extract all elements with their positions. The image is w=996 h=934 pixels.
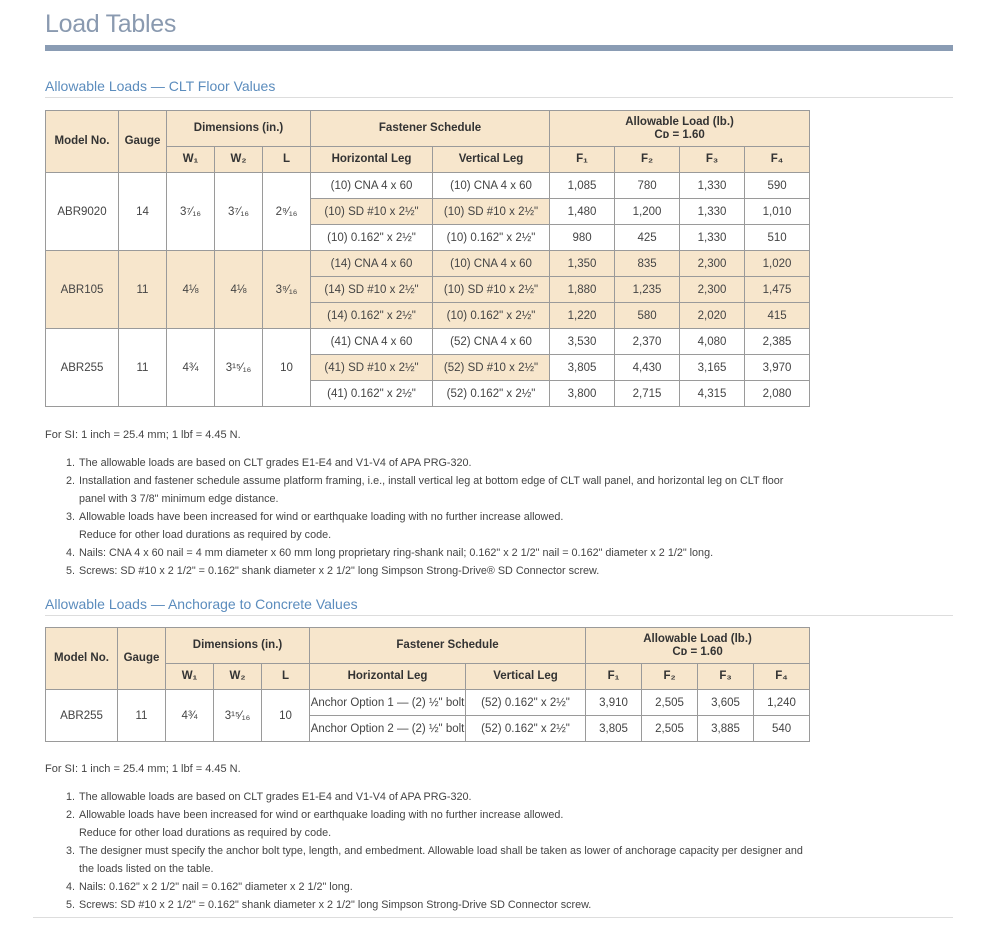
vertical-leg-cell: (10) 0.162" x 2½": [433, 303, 550, 329]
horizontal-leg-cell: (41) 0.162" x 2½": [311, 381, 433, 407]
horizontal-leg-cell: (14) SD #10 x 2½": [311, 277, 433, 303]
footnote-text: Allowable loads have been increased for wind or earthquake loading with no further increase allowed.: [79, 511, 564, 523]
vertical-leg-cell: (52) CNA 4 x 60: [433, 329, 550, 355]
title-underline: [45, 45, 953, 51]
horizontal-leg-cell: (14) 0.162" x 2½": [311, 303, 433, 329]
w1-cell: 3⁷⁄₁₆: [167, 173, 215, 251]
f3-cell: 1,330: [680, 199, 745, 225]
header-f4: F₄: [745, 147, 810, 173]
footnotes-anchorage: [66, 788, 849, 914]
model-cell: ABR255: [46, 329, 119, 407]
f4-cell: 510: [745, 225, 810, 251]
f4-cell: 2,385: [745, 329, 810, 355]
header-model: Model No.: [46, 111, 119, 173]
f2-cell: 1,200: [615, 199, 680, 225]
bottom-divider: [33, 917, 953, 918]
section-title-clt-floor: Allowable Loads — CLT Floor Values: [45, 78, 276, 94]
model-cell: ABR9020: [46, 173, 119, 251]
footnote-item: [66, 788, 849, 806]
f1-cell: 1,480: [550, 199, 615, 225]
horizontal-leg-cell: Anchor Option 2 — (2) ½" bolt: [310, 716, 466, 742]
table-row: [46, 173, 810, 199]
footnote-text: Reduce for other load durations as required by code.: [79, 529, 332, 541]
footnote-text: panel with 3 7/8" minimum edge distance.: [79, 493, 279, 505]
footnote-number: 3.: [66, 511, 76, 523]
f3-cell: 2,020: [680, 303, 745, 329]
footnotes-clt-floor: [66, 454, 849, 580]
footnote-number: 1.: [66, 791, 76, 803]
vertical-leg-cell: (10) CNA 4 x 60: [433, 173, 550, 199]
f4-cell: 540: [754, 716, 810, 742]
f3-cell: 3,165: [680, 355, 745, 381]
header-w2: W₂: [215, 147, 263, 173]
header-f3: F₃: [680, 147, 745, 173]
si-label: For SI:: [45, 429, 79, 441]
si-conversion-note: [45, 763, 241, 775]
f2-cell: 580: [615, 303, 680, 329]
footnote-number: 1.: [66, 457, 76, 469]
footnote-text: Reduce for other load durations as required by code.: [79, 827, 332, 839]
horizontal-leg-cell: (10) CNA 4 x 60: [311, 173, 433, 199]
f3-cell: 2,300: [680, 251, 745, 277]
l-cell: 10: [262, 690, 310, 742]
gauge-cell: 11: [119, 251, 167, 329]
page-title: Load Tables: [45, 10, 177, 38]
f4-cell: 590: [745, 173, 810, 199]
f1-cell: 3,800: [550, 381, 615, 407]
footnote-item: [66, 806, 849, 842]
w2-cell: 3¹⁵⁄₁₆: [214, 690, 262, 742]
table-row: [46, 251, 810, 277]
f2-cell: 4,430: [615, 355, 680, 381]
section-title-anchorage: Allowable Loads — Anchorage to Concrete Values: [45, 596, 358, 612]
si-conversion-note: [45, 429, 241, 441]
footnote-text: Allowable loads have been increased for wind or earthquake loading with no further increase allowed.: [79, 809, 564, 821]
f3-cell: 2,300: [680, 277, 745, 303]
footnote-text: Nails: 0.162" x 2 1/2" nail = 0.162" diameter x 2 1/2" long.: [79, 881, 353, 893]
f1-cell: 3,805: [550, 355, 615, 381]
w1-cell: 4¾: [167, 329, 215, 407]
header-allowable-load: [550, 111, 810, 147]
f2-cell: 2,370: [615, 329, 680, 355]
header-cd-factor: Cᴅ = 1.60: [672, 645, 723, 658]
header-dimensions: Dimensions (in.): [167, 111, 311, 147]
f1-cell: 1,350: [550, 251, 615, 277]
gauge-cell: 14: [119, 173, 167, 251]
si-text: 1 inch = 25.4 mm; 1 lbf = 4.45 N.: [78, 429, 241, 441]
l-cell: 3⁹⁄₁₆: [263, 251, 311, 329]
f3-cell: 4,315: [680, 381, 745, 407]
footnote-text: The allowable loads are based on CLT grades E1-E4 and V1-V4 of APA PRG-320.: [79, 791, 472, 803]
clt-floor-load-table: [45, 110, 810, 407]
footnote-number: 4.: [66, 547, 76, 559]
f4-cell: 415: [745, 303, 810, 329]
si-text: 1 inch = 25.4 mm; 1 lbf = 4.45 N.: [78, 763, 241, 775]
header-allowable-load: [586, 628, 810, 664]
f3-cell: 1,330: [680, 225, 745, 251]
footnote-item: [66, 842, 849, 878]
f4-cell: 1,475: [745, 277, 810, 303]
section-divider: [45, 97, 953, 98]
f2-cell: 2,505: [642, 716, 698, 742]
f1-cell: 3,910: [586, 690, 642, 716]
footnote-number: 2.: [66, 809, 76, 821]
vertical-leg-cell: (52) SD #10 x 2½": [433, 355, 550, 381]
footnote-number: 3.: [66, 845, 76, 857]
f4-cell: 3,970: [745, 355, 810, 381]
header-f2: F₂: [642, 664, 698, 690]
footnote-number: 5.: [66, 899, 76, 911]
header-dimensions: Dimensions (in.): [166, 628, 310, 664]
footnote-text: Screws: SD #10 x 2 1/2" = 0.162" shank diameter x 2 1/2" long Simpson Strong-Drive SD Connector screw.: [79, 899, 592, 911]
header-f1: F₁: [550, 147, 615, 173]
model-cell: ABR105: [46, 251, 119, 329]
header-w2: W₂: [214, 664, 262, 690]
footnote-item: [66, 544, 849, 562]
header-allowable-load-label: Allowable Load (lb.): [625, 115, 734, 128]
horizontal-leg-cell: (14) CNA 4 x 60: [311, 251, 433, 277]
header-horizontal-leg: Horizontal Leg: [310, 664, 466, 690]
w2-cell: 3¹⁵⁄₁₆: [215, 329, 263, 407]
f1-cell: 3,805: [586, 716, 642, 742]
header-f2: F₂: [615, 147, 680, 173]
footnote-number: 5.: [66, 565, 76, 577]
l-cell: 2⁹⁄₁₆: [263, 173, 311, 251]
vertical-leg-cell: (10) 0.162" x 2½": [433, 225, 550, 251]
table-row: [46, 329, 810, 355]
footnote-item: [66, 454, 849, 472]
f4-cell: 2,080: [745, 381, 810, 407]
header-vertical-leg: Vertical Leg: [466, 664, 586, 690]
horizontal-leg-cell: (10) 0.162" x 2½": [311, 225, 433, 251]
f2-cell: 425: [615, 225, 680, 251]
f1-cell: 1,880: [550, 277, 615, 303]
f2-cell: 2,505: [642, 690, 698, 716]
w1-cell: 4⅛: [167, 251, 215, 329]
footnote-item: [66, 562, 849, 580]
vertical-leg-cell: (52) 0.162" x 2½": [466, 716, 586, 742]
header-gauge: Gauge: [118, 628, 166, 690]
header-fastener-schedule: Fastener Schedule: [310, 628, 586, 664]
footnote-item: [66, 878, 849, 896]
l-cell: 10: [263, 329, 311, 407]
header-f3: F₃: [698, 664, 754, 690]
f1-cell: 980: [550, 225, 615, 251]
horizontal-leg-cell: (41) SD #10 x 2½": [311, 355, 433, 381]
header-fastener-schedule: Fastener Schedule: [311, 111, 550, 147]
f2-cell: 2,715: [615, 381, 680, 407]
header-cd-factor: Cᴅ = 1.60: [654, 128, 705, 141]
vertical-leg-cell: (10) CNA 4 x 60: [433, 251, 550, 277]
footnote-text: The allowable loads are based on CLT grades E1-E4 and V1-V4 of APA PRG-320.: [79, 457, 472, 469]
f3-cell: 3,885: [698, 716, 754, 742]
f2-cell: 780: [615, 173, 680, 199]
gauge-cell: 11: [118, 690, 166, 742]
vertical-leg-cell: (52) 0.162" x 2½": [433, 381, 550, 407]
vertical-leg-cell: (52) 0.162" x 2½": [466, 690, 586, 716]
header-f4: F₄: [754, 664, 810, 690]
footnote-text: Installation and fastener schedule assume platform framing, i.e., install vertical leg at bottom edge of CLT wall panel, and horizontal leg on CLT floor: [79, 475, 784, 487]
footnote-item: [66, 472, 849, 508]
gauge-cell: 11: [119, 329, 167, 407]
footnote-item: [66, 896, 849, 914]
header-f1: F₁: [586, 664, 642, 690]
footnote-number: 4.: [66, 881, 76, 893]
horizontal-leg-cell: (10) SD #10 x 2½": [311, 199, 433, 225]
w2-cell: 3⁷⁄₁₆: [215, 173, 263, 251]
w2-cell: 4⅛: [215, 251, 263, 329]
si-label: For SI:: [45, 763, 79, 775]
f3-cell: 3,605: [698, 690, 754, 716]
header-l: L: [262, 664, 310, 690]
f3-cell: 4,080: [680, 329, 745, 355]
horizontal-leg-cell: Anchor Option 1 — (2) ½" bolt: [310, 690, 466, 716]
w1-cell: 4¾: [166, 690, 214, 742]
header-allowable-load-label: Allowable Load (lb.): [643, 632, 752, 645]
anchorage-load-table: [45, 627, 810, 742]
vertical-leg-cell: (10) SD #10 x 2½": [433, 277, 550, 303]
f1-cell: 1,220: [550, 303, 615, 329]
f3-cell: 1,330: [680, 173, 745, 199]
f4-cell: 1,020: [745, 251, 810, 277]
header-horizontal-leg: Horizontal Leg: [311, 147, 433, 173]
f4-cell: 1,010: [745, 199, 810, 225]
f2-cell: 835: [615, 251, 680, 277]
model-cell: ABR255: [46, 690, 118, 742]
header-vertical-leg: Vertical Leg: [433, 147, 550, 173]
f4-cell: 1,240: [754, 690, 810, 716]
vertical-leg-cell: (10) SD #10 x 2½": [433, 199, 550, 225]
header-model: Model No.: [46, 628, 118, 690]
footnote-text: The designer must specify the anchor bolt type, length, and embedment. Allowable load shall be taken as lower of anchorage capacity per designer and: [79, 845, 803, 857]
header-w1: W₁: [166, 664, 214, 690]
header-w1: W₁: [167, 147, 215, 173]
header-l: L: [263, 147, 311, 173]
footnote-text: Screws: SD #10 x 2 1/2" = 0.162" shank diameter x 2 1/2" long Simpson Strong-Drive® SD Connector screw.: [79, 565, 600, 577]
horizontal-leg-cell: (41) CNA 4 x 60: [311, 329, 433, 355]
header-gauge: Gauge: [119, 111, 167, 173]
section-divider: [45, 615, 953, 616]
f2-cell: 1,235: [615, 277, 680, 303]
f1-cell: 1,085: [550, 173, 615, 199]
f1-cell: 3,530: [550, 329, 615, 355]
footnote-item: [66, 508, 849, 544]
footnote-text: the loads listed on the table.: [79, 863, 214, 875]
footnote-text: Nails: CNA 4 x 60 nail = 4 mm diameter x 60 mm long proprietary ring-shank nail; 0.162" x 2 1/2" nail = 0.162" diameter x 2 1/2" long.: [79, 547, 714, 559]
footnote-number: 2.: [66, 475, 76, 487]
table-row: [46, 690, 810, 716]
